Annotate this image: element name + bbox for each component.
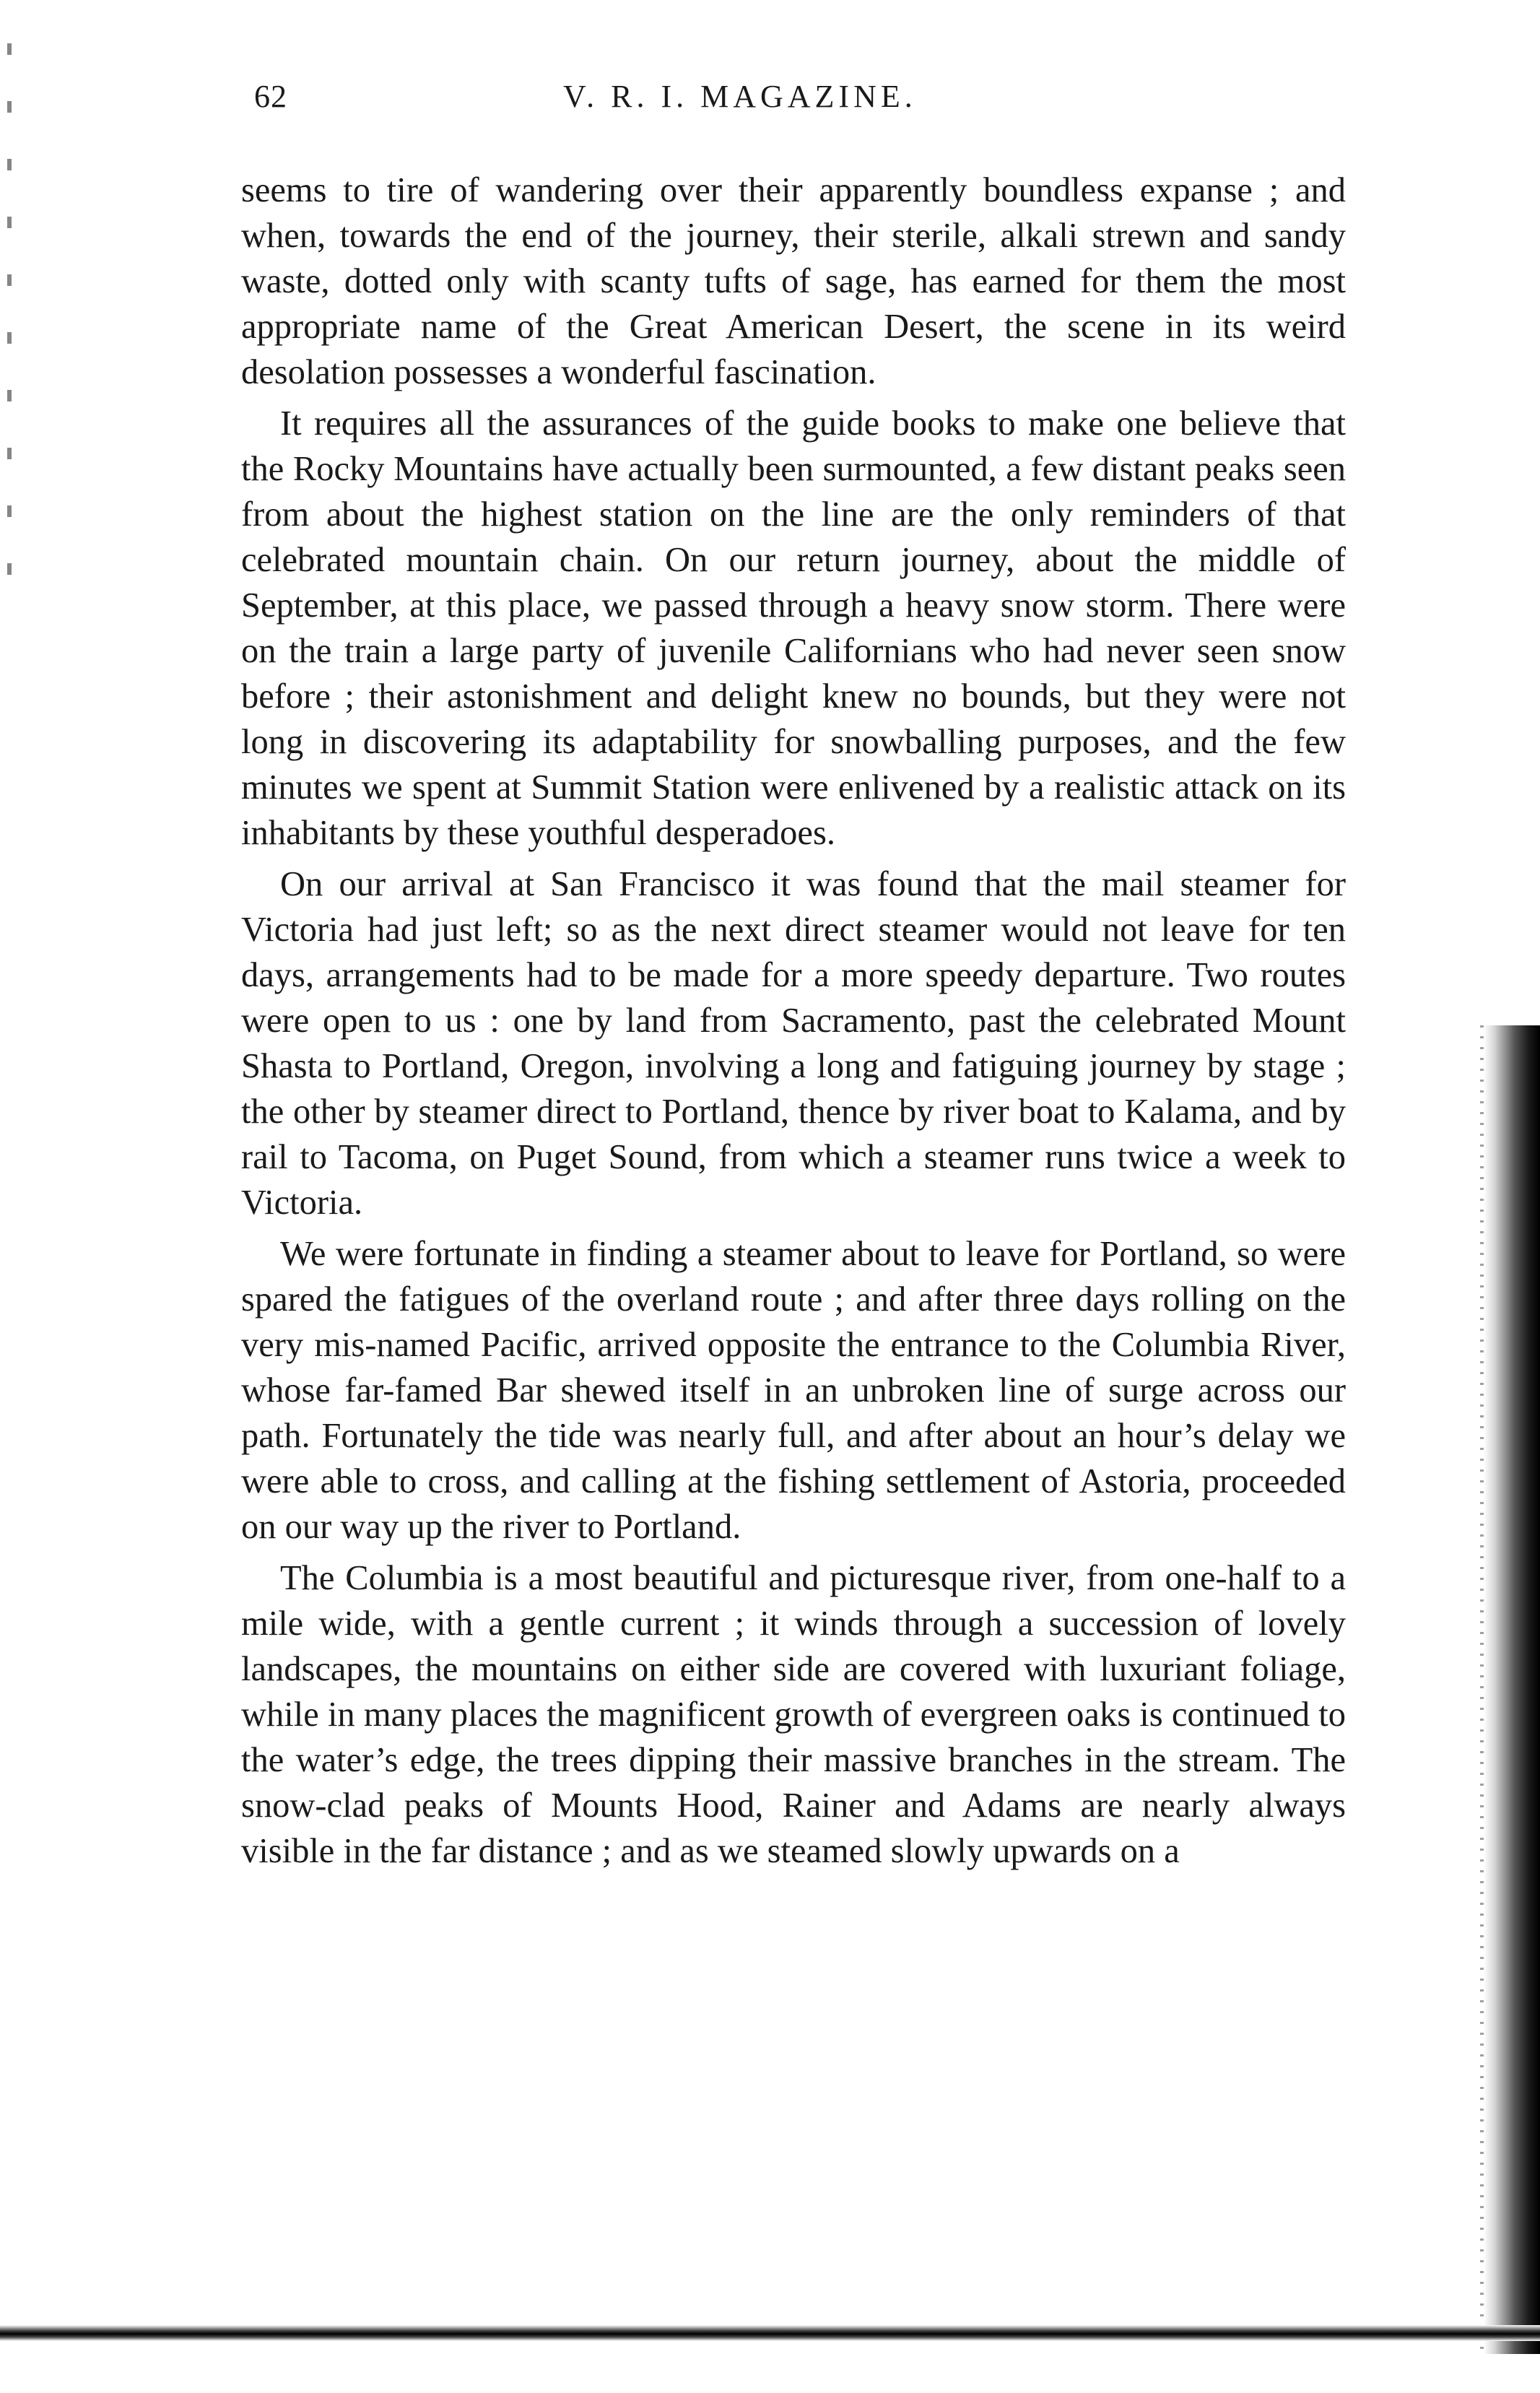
right-edge-scan-shadow [1484,1025,1540,2354]
left-margin-scan-marks [7,43,12,607]
paragraph-rocky-mountains: It requires all the assurances of the guide books to make one believe that the Rocky Mountains have actually been surmounted, a few distant peaks seen from about the highest station on the line are the only reminders of that celebrated mountain chain. On our return journey, about the middle of September, at this place, we passed through a heavy snow storm. There were on the train a large party of juvenile Californians who had never seen snow before ; their astonishment and delight knew no bounds, but they were not long in discovering its adaptability for snowballing purposes, and the few minutes we spent at Summit Station were enlivened by a realistic attack on its inhabitants by these youthful desperadoes. [241,404,1346,852]
bottom-edge-scan-border [0,2325,1540,2341]
page-header [238,78,1343,121]
paragraph-san-francisco: On our arrival at San Francisco it was found that the mail steamer for Victoria had just left; so as the next direct steamer would not leave for ten days, arrangements had to be made for a more speedy departure. Two routes were open to us : one by land from Sacramento, past the celebrated Mount Shasta to Portland, Oregon, involving a long and fatiguing journey by stage ; the other by steamer direct to Portland, thence by river boat to Kalama, and by rail to Tacoma, on Puget Sound, from which a steamer runs twice a week to Victoria. [241,865,1346,1222]
paragraph-columbia-bar: We were fortunate in finding a steamer about to leave for Portland, so were spared the fatigues of the overland route ; and after three days rolling on the very mis-named Pacific, arrived opposite the entrance to the Columbia River, whose far-famed Bar shewed itself in an unbroken line of surge across our path. Fortunately the tide was nearly full, and after about an hour’s delay we were able to cross, and calling at the fishing settlement of Astoria, proceeded on our way up the river to Portland. [241,1235,1346,1546]
page-number: 62 [254,79,287,114]
paragraph-columbia-river: The Columbia is a most beautiful and picturesque river, from one-half to a mile wide, with a gentle current ; it winds through a succession of lovely landscapes, the mountains on either side are covered with luxuriant foliage, while in many places the magnificent growth of evergreen oaks is continued to the water’s edge, the trees dipping their massive branches in the stream. The snow-clad peaks of Mounts Hood, Rainer and Adams are nearly always visible in the far distance ; and as we steamed slowly upwards on a [241,1559,1346,1870]
body-text [241,168,1346,1880]
paragraph-desert: seems to tire of wandering over their apparently boundless expanse ; and when, towards the end of the journey, their sterile, alkali strewn and sandy waste, dotted only with scanty tufts of sage, has earned for them the most appropriate name of the Great American Desert, the scene in its weird desolation possesses a wonderful fascination. [241,171,1346,391]
running-head: V. R. I. MAGAZINE. [563,79,917,114]
